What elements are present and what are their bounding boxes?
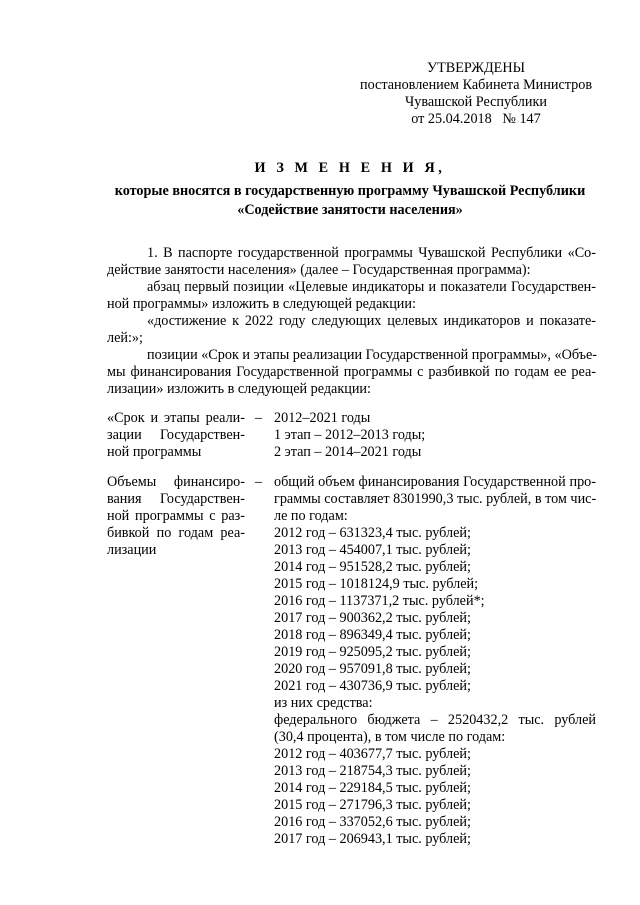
- text-line: мы финансирования Государственной программы с разбивкой по годам ее реа-: [107, 364, 596, 380]
- label-line: бивкой по годам реа-: [107, 525, 245, 541]
- text-line: «достижение к 2022 году следующих целевых индикаторов и показате-: [147, 313, 596, 329]
- label-line: ной программы: [107, 444, 202, 460]
- label-line: ной программы с раз-: [107, 508, 245, 524]
- label-line: лизации: [107, 542, 157, 558]
- federal-line: (30,4 процента), в том числе по годам:: [274, 729, 506, 745]
- text-line: лизации» изложить в следующей редакции:: [107, 381, 371, 397]
- year-total-line: 2018 год – 896349,4 тыс. рублей;: [274, 627, 471, 643]
- year-federal-line: 2016 год – 337052,6 тыс. рублей;: [274, 814, 471, 830]
- year-total-line: 2016 год – 1137371,2 тыс. рублей*;: [274, 593, 485, 609]
- year-federal-line: 2014 год – 229184,5 тыс. рублей;: [274, 780, 471, 796]
- approval-stamp: [356, 60, 596, 128]
- year-total-line: 2014 год – 951528,2 тыс. рублей;: [274, 559, 471, 575]
- approval-region: Чувашской Республики: [405, 94, 547, 110]
- paragraph-4: [107, 347, 596, 398]
- year-total-line: 2013 год – 454007,1 тыс. рублей;: [274, 542, 471, 558]
- approval-issuer: постановлением Кабинета Министров: [359, 77, 593, 93]
- text-line: действие занятости населения» (далее – Государственная программа):: [107, 262, 531, 278]
- approval-title: УТВЕРЖДЕНЫ: [427, 60, 525, 76]
- term-values: [274, 410, 596, 461]
- year-total-line: 2021 год – 430736,9 тыс. рублей;: [274, 678, 471, 694]
- text-line: лей:»;: [107, 330, 143, 346]
- year-federal-line: 2017 год – 206943,1 тыс. рублей;: [274, 831, 471, 847]
- value-line: общий объем финансирования Государственной про-: [274, 474, 596, 490]
- value-line: 2012–2021 годы: [274, 410, 371, 426]
- paragraph-2: [107, 279, 596, 313]
- label-line: Объемы финансиро-: [107, 474, 245, 490]
- year-total-line: 2017 год – 900362,2 тыс. рублей;: [274, 610, 471, 626]
- year-federal-line: 2013 год – 218754,3 тыс. рублей;: [274, 763, 471, 779]
- heading-subtitle: которые вносятся в государственную программу Чувашской Республики: [114, 183, 586, 199]
- year-federal-line: 2012 год – 403677,7 тыс. рублей;: [274, 746, 471, 762]
- sources-intro: из них средства:: [274, 695, 373, 711]
- funding-label: [107, 474, 245, 559]
- heading-word: И З М Е Н Е Н И Я,: [254, 160, 446, 176]
- funding-values: [274, 474, 596, 848]
- funding-dash: –: [255, 474, 263, 490]
- label-line: «Срок и этапы реали-: [107, 410, 245, 426]
- value-line: ле по годам:: [274, 508, 348, 524]
- paragraph-1: [107, 245, 596, 279]
- value-line: 1 этап – 2012–2013 годы;: [274, 427, 426, 443]
- value-line: 2 этап – 2014–2021 годы: [274, 444, 422, 460]
- term-label: [107, 410, 245, 461]
- label-line: зации Государствен-: [107, 427, 245, 443]
- heading-program: «Содействие занятости населения»: [237, 202, 463, 218]
- year-total-line: 2012 год – 631323,4 тыс. рублей;: [274, 525, 471, 541]
- document-heading: [100, 160, 600, 219]
- year-total-line: 2015 год – 1018124,9 тыс. рублей;: [274, 576, 479, 592]
- year-total-line: 2019 год – 925095,2 тыс. рублей;: [274, 644, 471, 660]
- paragraph-3: [107, 313, 596, 347]
- value-line: граммы составляет 8301990,3 тыс. рублей, в том чис-: [274, 491, 597, 507]
- text-line: ной программы» изложить в следующей редакции:: [107, 296, 416, 312]
- year-federal-line: 2015 год – 271796,3 тыс. рублей;: [274, 797, 471, 813]
- year-total-line: 2020 год – 957091,8 тыс. рублей;: [274, 661, 471, 677]
- approval-date: от 25.04.2018 № 147: [411, 111, 541, 127]
- label-line: вания Государствен-: [107, 491, 245, 507]
- text-line: позиции «Срок и этапы реализации Государственной программы», «Объе-: [147, 347, 598, 363]
- federal-line: федерального бюджета – 2520432,2 тыс. рублей: [274, 712, 596, 728]
- text-line: 1. В паспорте государственной программы Чувашской Республики «Со-: [147, 245, 596, 261]
- text-line: абзац первый позиции «Целевые индикаторы и показатели Государствен-: [147, 279, 596, 295]
- term-dash: –: [255, 410, 263, 426]
